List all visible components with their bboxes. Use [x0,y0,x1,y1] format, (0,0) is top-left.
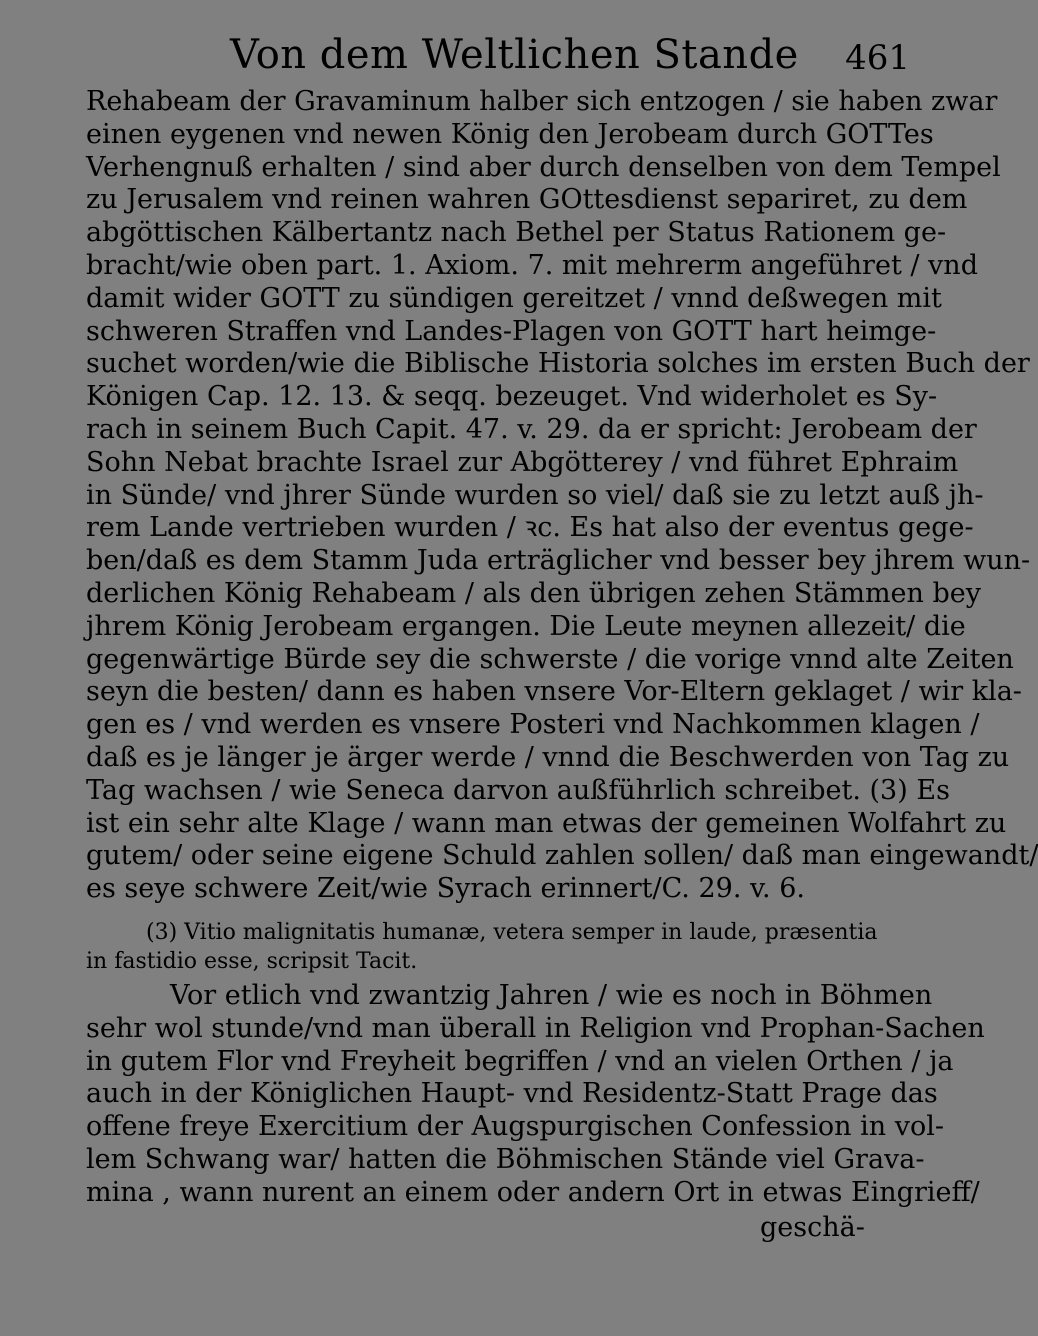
footnote [86,918,876,976]
text-line: auch in der Königlichen Haupt- vnd Residentz-Statt Prage das [86,1078,938,1110]
text-line: rach in seinem Buch Capit. 47. v. 29. da er spricht: Jerobeam der [86,413,977,445]
text-line: suchet worden/wie die Biblische Historia solches im ersten Buch der [86,348,1030,380]
text-line: Rehabeam der Gravaminum halber sich entzogen / sie haben zwar [86,86,998,117]
text-line: es seye schwere Zeit/wie Syrach erinnert/C. 29. v. 6. [86,873,805,905]
text-line: Tag wachsen / wie Seneca darvon außführlich schreibet. (3) Es [86,774,950,806]
text-line: offene freye Exercitium der Augspurgischen Confession in vol- [86,1111,945,1143]
text-line: gen es / vnd werden es vnsere Posteri vnd Nachkommen klagen / [86,709,980,741]
page-header [90,28,910,88]
text-line: ben/daß es dem Stamm Juda erträglicher vnd besser bey jhrem wun- [86,545,1031,577]
text-line: schweren Straffen vnd Landes-Plagen von GOTT hart heimge- [86,315,937,347]
text-line: seyn die besten/ dann es haben vnsere Vor-Eltern geklaget / wir kla- [86,676,1022,708]
text-line: Sohn Nebat brachte Israel zur Abgötterey / vnd führet Ephraim [86,446,959,478]
text-line: damit wider GOTT zu sündigen gereitzet / vnnd deßwegen mit [86,282,942,314]
page-number: 461 [845,38,910,78]
text-line: jhrem König Jerobeam ergangen. Die Leute meynen allezeit/ die [86,610,966,642]
footnote-line: (3) Vitio malignitatis humanæ, vetera semper in laude, præsentia [146,920,878,945]
second-paragraph [86,980,985,1210]
text-line: Verhengnuß erhalten / sind aber durch denselben von dem Tempel [86,151,1001,183]
text-line: einen eygenen vnd newen König den Jerobeam durch GOTTes [86,118,934,150]
text-line: zu Jerusalem vnd reinen wahren GOttesdienst separiret, zu dem [86,184,968,216]
text-line: daß es je länger je ärger werde / vnnd die Beschwerden von Tag zu [86,741,1010,773]
text-line: in gutem Flor vnd Freyheit begriffen / vnd an vielen Orthen / ja [86,1045,954,1077]
text-line: derlichen König Rehabeam / als den übrigen zehen Stämmen bey [86,577,982,609]
text-line: gutem/ oder seine eigene Schuld zahlen sollen/ daß man eingewandt/ [86,840,1038,872]
running-head: Von dem Weltlichen Stande [230,32,799,78]
text-line: Königen Cap. 12. 13. & seqq. bezeuget. Vnd widerholet es Sy- [86,381,938,413]
text-line: in Sünde/ vnd jhrer Sünde wurden so viel/ daß sie zu letzt auß jh- [86,479,984,511]
text-line: Vor etlich vnd zwantzig Jahren / wie es noch in Böhmen [170,980,933,1011]
text-line: abgöttischen Kälbertantz nach Bethel per Status Rationem ge- [86,217,947,249]
text-line: sehr wol stunde/vnd man überall in Religion vnd Prophan-Sachen [86,1012,985,1044]
text-line: mina , wann nurent an einem oder andern Ort in etwas Eingrieff/ [86,1176,980,1208]
main-paragraph [86,86,1038,906]
catchword: geschä- [760,1212,865,1243]
text-line: bracht/wie oben part. 1. Axiom. 7. mit mehrerm angeführet / vnd [86,249,978,281]
text-line: lem Schwang war/ hatten die Böhmischen Stände viel Grava- [86,1143,925,1175]
text-line: rem Lande vertrieben wurden / ꝛc. Es hat also der eventus gege- [86,512,974,544]
text-line: gegenwärtige Bürde sey die schwerste / die vorige vnnd alte Zeiten [86,643,1014,675]
text-line: ist ein sehr alte Klage / wann man etwas der gemeinen Wolfahrt zu [86,807,1007,839]
footnote-line: in fastidio esse, scripsit Tacit. [86,949,418,974]
